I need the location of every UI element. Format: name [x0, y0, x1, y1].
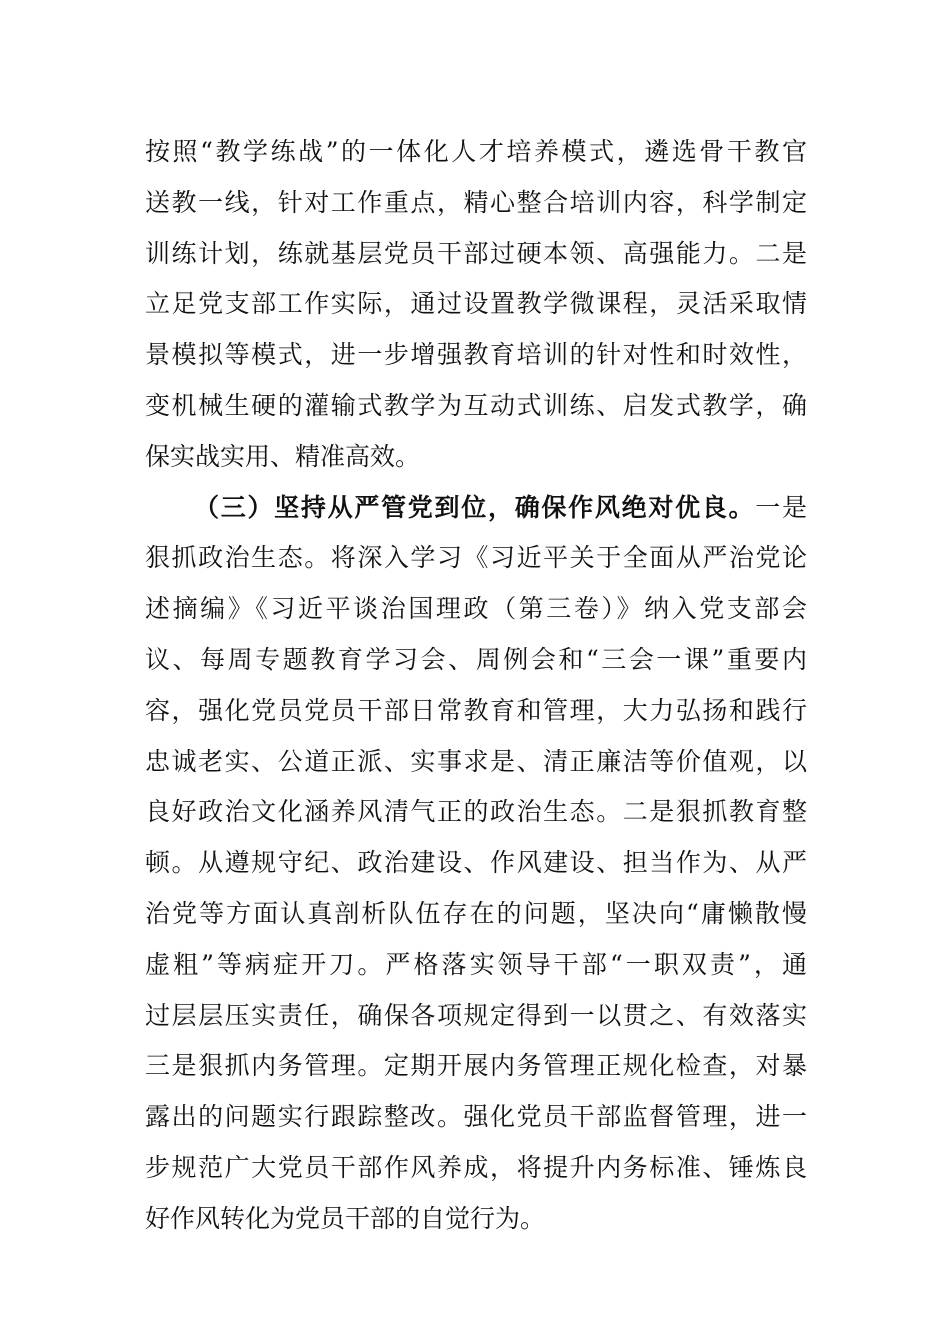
text-line: 三是狠抓内务管理。定期开展内务管理正规化检查，对暴 — [145, 1051, 807, 1081]
text-line: 虚粗”等病症开刀。严格落实领导干部“一职双责”，通 — [145, 949, 807, 979]
text-line: 训练计划，练就基层党员干部过硬本领、高强能力。二是 — [145, 238, 807, 268]
heading-line-rest: 一是 — [755, 492, 807, 522]
document-body — [145, 127, 807, 1245]
text-line: 治党等方面认真剖析队伍存在的问题，坚决向“庸懒散慢 — [145, 898, 807, 928]
heading-line — [145, 483, 807, 534]
text-line: 步规范广大党员干部作风养成，将提升内务标准、锤炼良 — [145, 1152, 807, 1182]
paragraph-training — [145, 127, 807, 483]
text-line: 过层层压实责任，确保各项规定得到一以贯之、有效落实 — [145, 1000, 807, 1030]
text-line: 述摘编》《习近平谈治国理政（第三卷）》纳入党支部会 — [145, 594, 807, 624]
text-line: 好作风转化为党员干部的自觉行为。 — [145, 1203, 546, 1233]
section-heading: （三）坚持从严管党到位，确保作风绝对优良。 — [194, 492, 756, 522]
text-line: 忠诚老实、公道正派、实事求是、清正廉洁等价值观，以 — [145, 746, 807, 776]
text-line: 议、每周专题教育学习会、周例会和“三会一课”重要内 — [145, 644, 807, 674]
text-line: 良好政治文化涵养风清气正的政治生态。二是狠抓教育整 — [145, 797, 807, 827]
text-line: 狠抓政治生态。将深入学习《习近平关于全面从严治党论 — [145, 543, 807, 573]
text-line: 保实战实用、精准高效。 — [145, 441, 421, 471]
text-line: 送教一线，针对工作重点，精心整合培训内容，科学制定 — [145, 187, 807, 217]
text-line: 按照“教学练战”的一体化人才培养模式，遴选骨干教官 — [145, 137, 807, 166]
text-line: 景模拟等模式，进一步增强教育培训的针对性和时效性， — [145, 340, 807, 370]
text-line: 变机械生硬的灌输式教学为互动式训练、启发式教学，确 — [145, 390, 807, 420]
text-line: 露出的问题实行跟踪整改。强化党员干部监督管理，进一 — [145, 1102, 807, 1132]
paragraph-discipline — [145, 483, 807, 1245]
text-line: 顿。从遵规守纪、政治建设、作风建设、担当作为、从严 — [145, 848, 807, 878]
text-line: 容，强化党员党员干部日常教育和管理，大力弘扬和践行 — [145, 695, 807, 725]
text-line: 立足党支部工作实际，通过设置教学微课程，灵活采取情 — [145, 289, 807, 319]
